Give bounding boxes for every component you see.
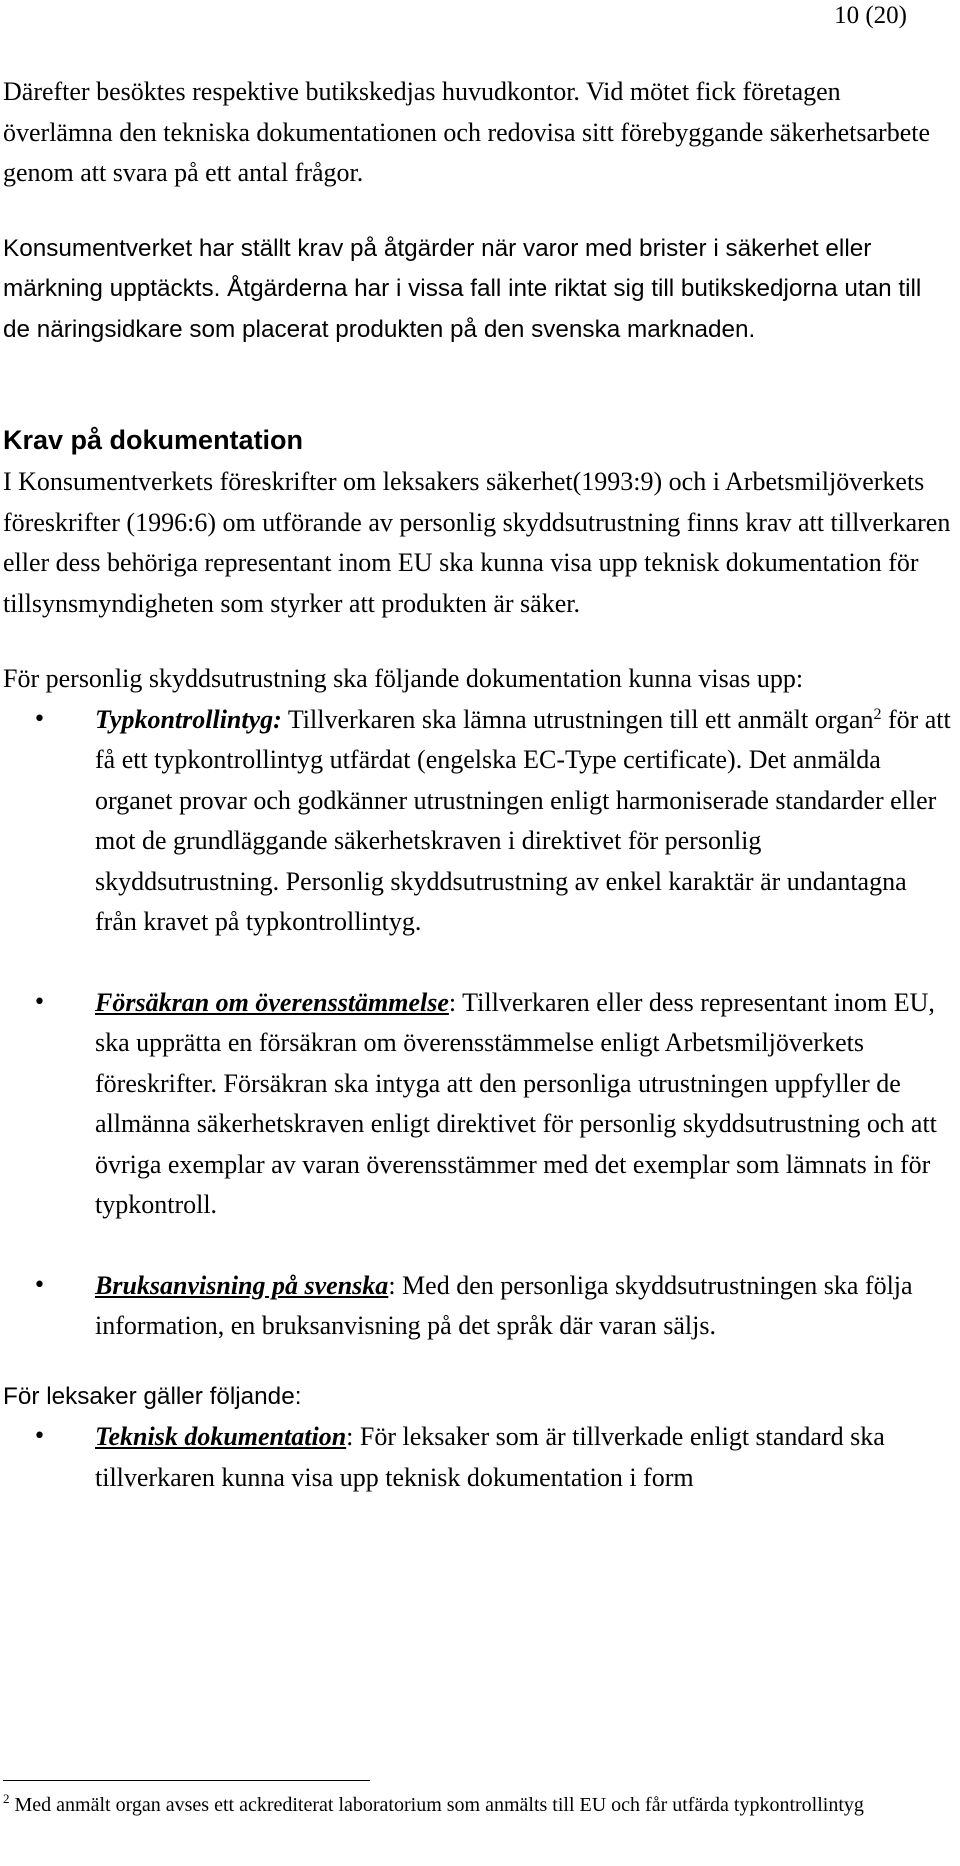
item-text: Tillverkaren ska lämna utrustningen till ett anmält organ bbox=[281, 704, 874, 734]
footnote-ref: 2 bbox=[873, 705, 882, 723]
toys-list bbox=[3, 1417, 951, 1498]
bullet-icon: • bbox=[33, 1424, 46, 1449]
footnote-text: Med anmält organ avses ett ackrediterat laboratorium som anmälts till EU och får utfärda typkontrollintyg bbox=[9, 1794, 864, 1816]
item-text: : För leksaker som är tillverkade enligt standard ska tillverkaren kunna visa upp teknisk dokumentation i form bbox=[95, 1422, 885, 1492]
bullet-icon: • bbox=[33, 1272, 46, 1298]
section-heading: Krav på dokumentation bbox=[3, 425, 304, 455]
footnote bbox=[3, 1790, 953, 1821]
item-text-cont: för att få ett typkontrollintyg utfärdat (engelska EC-Type certificate). Det anmälda organet provar och godkänner utrustningen enligt harmoniserade standarder eller mot de grundläggande säkerhetskraven i direktivet för personlig skyddsutrustning. Personlig skyddsutrustning av enkel karaktär är undantagna från kravet på typkontrollintyg. bbox=[95, 704, 951, 936]
requirements-paragraph: I Konsumentverkets föreskrifter om leksakers säkerhet(1993:9) och i Arbetsmiljöverkets föreskrifter (1996:6) om utförande av personlig skyddsutrustning finns krav att tillverkaren eller dess behöriga representant inom EU ska kunna visa upp teknisk dokumentation för tillsynsmyndigheten som styrker att produkten är säker. bbox=[3, 467, 951, 618]
bullet-icon: • bbox=[33, 706, 46, 732]
item-term: Typkontrollintyg: bbox=[95, 704, 282, 734]
toys-intro: För leksaker gäller följande: bbox=[3, 1382, 302, 1410]
intro-paragraph: Därefter besöktes respektive butikskedjas huvudkontor. Vid mötet fick företagen överlämna den tekniska dokumentationen och redovisa sitt förebyggande säkerhetsarbete genom att svara på ett antal frågor. bbox=[3, 77, 931, 187]
item-text: : Tillverkaren eller dess representant inom EU, ska upprätta en försäkran om överensstämmelse enligt Arbetsmiljöverkets föreskrifter. Försäkran ska intyga att den personliga utrustningen uppfyller de allmänna säkerhetskraven enligt direktivet för personlig skyddsutrustning och att övriga exemplar av varan överensstämmer med det exemplar som lämnats in för typkontroll. bbox=[95, 987, 937, 1219]
item-term: Bruksanvisning på svenska bbox=[95, 1270, 389, 1300]
footnote-divider bbox=[3, 1780, 370, 1781]
pse-list bbox=[3, 700, 951, 1347]
item-text: : Med den personliga skyddsutrustningen ska följa information, en bruksanvisning på det språk där varan säljs. bbox=[95, 1270, 913, 1340]
footnote-marker: 2 bbox=[3, 1791, 10, 1806]
document-body bbox=[3, 72, 951, 1498]
item-term: Teknisk dokumentation bbox=[95, 1422, 347, 1451]
list-item-typkontrollintyg bbox=[3, 700, 951, 943]
list-item-bruksanvisning bbox=[3, 1266, 951, 1347]
pse-intro: För personlig skyddsutrustning ska följande dokumentation kunna visas upp: bbox=[3, 664, 804, 693]
item-term: Försäkran om överensstämmelse bbox=[95, 987, 449, 1017]
page-number: 10 (20) bbox=[834, 2, 907, 29]
bullet-icon: • bbox=[33, 989, 46, 1015]
list-item-teknisk-dokumentation bbox=[3, 1417, 951, 1498]
list-item-forsakran bbox=[3, 983, 951, 1226]
measures-paragraph: Konsumentverket har ställt krav på åtgärder när varor med brister i säkerhet eller märkning upptäckts. Åtgärderna har i vissa fall inte riktat sig till butikskedjorna utan till de näringsidkare som placerat produkten på den svenska marknaden. bbox=[3, 234, 922, 343]
